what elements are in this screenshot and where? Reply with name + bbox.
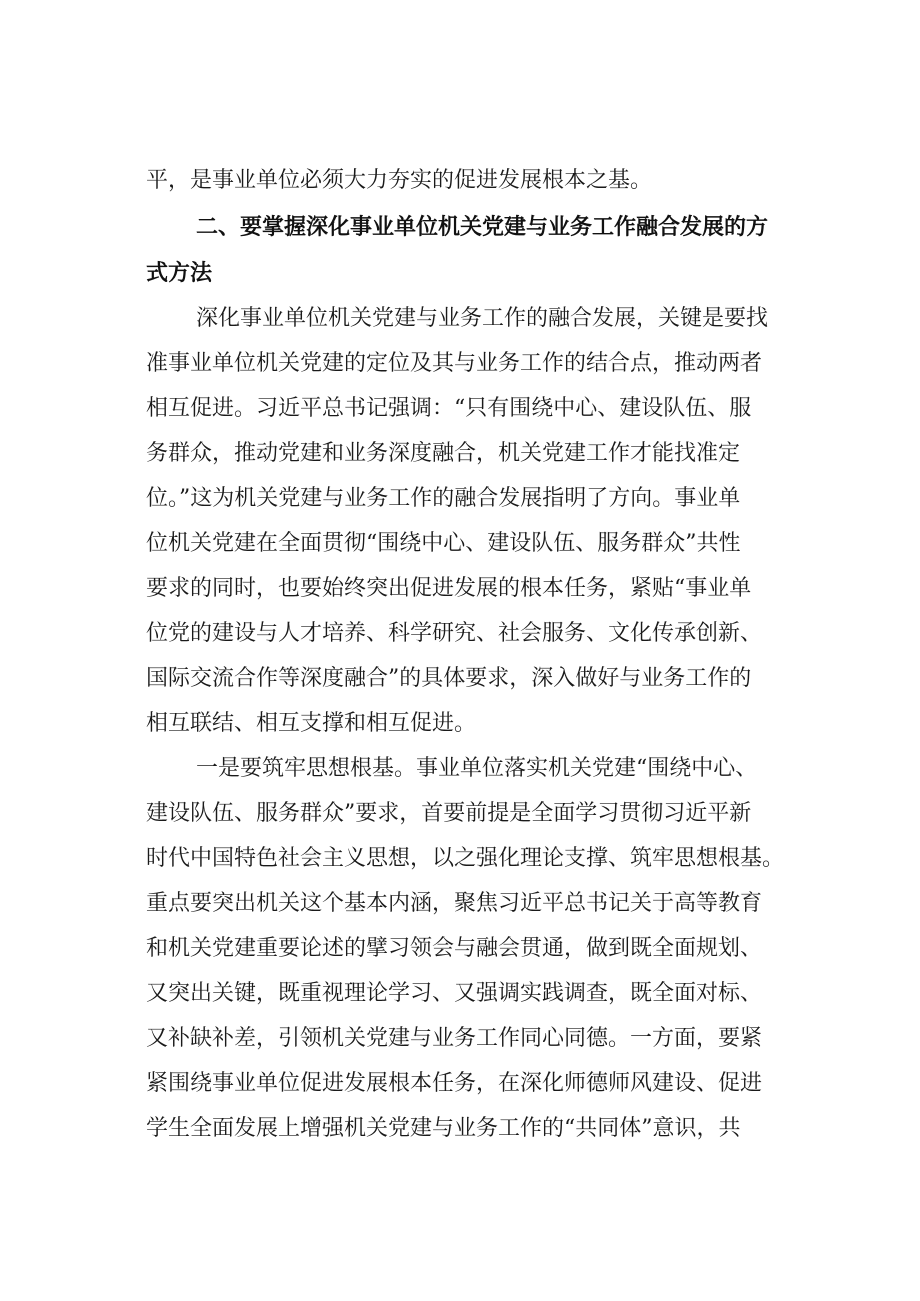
paragraph-line: 准事业单位机关党建的定位及其与业务工作的结合点，推动两者 <box>146 351 763 376</box>
paragraph-line: 一是要筑牢思想根基。事业单位落实机关党建“围绕中心、 <box>196 756 758 781</box>
paragraph-line: 深化事业单位机关党建与业务工作的融合发展，关键是要找 <box>196 306 769 331</box>
paragraph-line: 位党的建设与人才培养、科学研究、社会服务、文化传承创新、 <box>146 621 763 646</box>
paragraph-line: 要求的同时，也要始终突出促进发展的根本任务，紧贴“事业单 <box>146 576 752 601</box>
paragraph-line: 相互联结、相互支撑和相互促进。 <box>146 711 477 736</box>
paragraph-line: 学生全面发展上增强机关党建与业务工作的“共同体”意识，共 <box>146 1116 741 1141</box>
paragraph-line: 务群众，推动党建和业务深度融合，机关党建工作才能找准定 <box>146 441 741 466</box>
paragraph-line: 紧围绕事业单位促进发展根本任务，在深化师德师风建设、促进 <box>146 1071 763 1096</box>
paragraph-line: 国际交流合作等深度融合”的具体要求，深入做好与业务工作的 <box>146 666 752 691</box>
paragraph-line: 位。”这为机关党建与业务工作的融合发展指明了方向。事业单 <box>146 486 741 511</box>
paragraph-line: 又补缺补差，引领机关党建与业务工作同心同德。一方面，要紧 <box>146 1026 763 1051</box>
paragraph-line: 平，是事业单位必须大力夯实的促进发展根本之基。 <box>146 168 653 193</box>
paragraph-line: 建设队伍、服务群众”要求，首要前提是全面学习贯彻习近平新 <box>146 801 752 826</box>
section-heading-line: 式方法 <box>146 261 213 286</box>
paragraph-line: 相互促进。习近平总书记强调：“只有围绕中心、建设队伍、服 <box>146 396 752 421</box>
paragraph-line: 又突出关键，既重视理论学习、又强调实践调查，既全面对标、 <box>146 981 763 1006</box>
paragraph-line: 和机关党建重要论述的擘习领会与融会贯通，做到既全面规划、 <box>146 936 763 961</box>
section-heading-line: 二、要掌握深化事业单位机关党建与业务工作融合发展的方 <box>196 215 769 240</box>
paragraph-line: 位机关党建在全面贯彻“围绕中心、建设队伍、服务群众”共性 <box>146 531 741 556</box>
paragraph-line: 时代中国特色社会主义思想，以之强化理论支撑、筑牢思想根基。 <box>146 846 785 871</box>
paragraph-line: 重点要突出机关这个基本内涵，聚焦习近平总书记关于高等教育 <box>146 891 763 916</box>
